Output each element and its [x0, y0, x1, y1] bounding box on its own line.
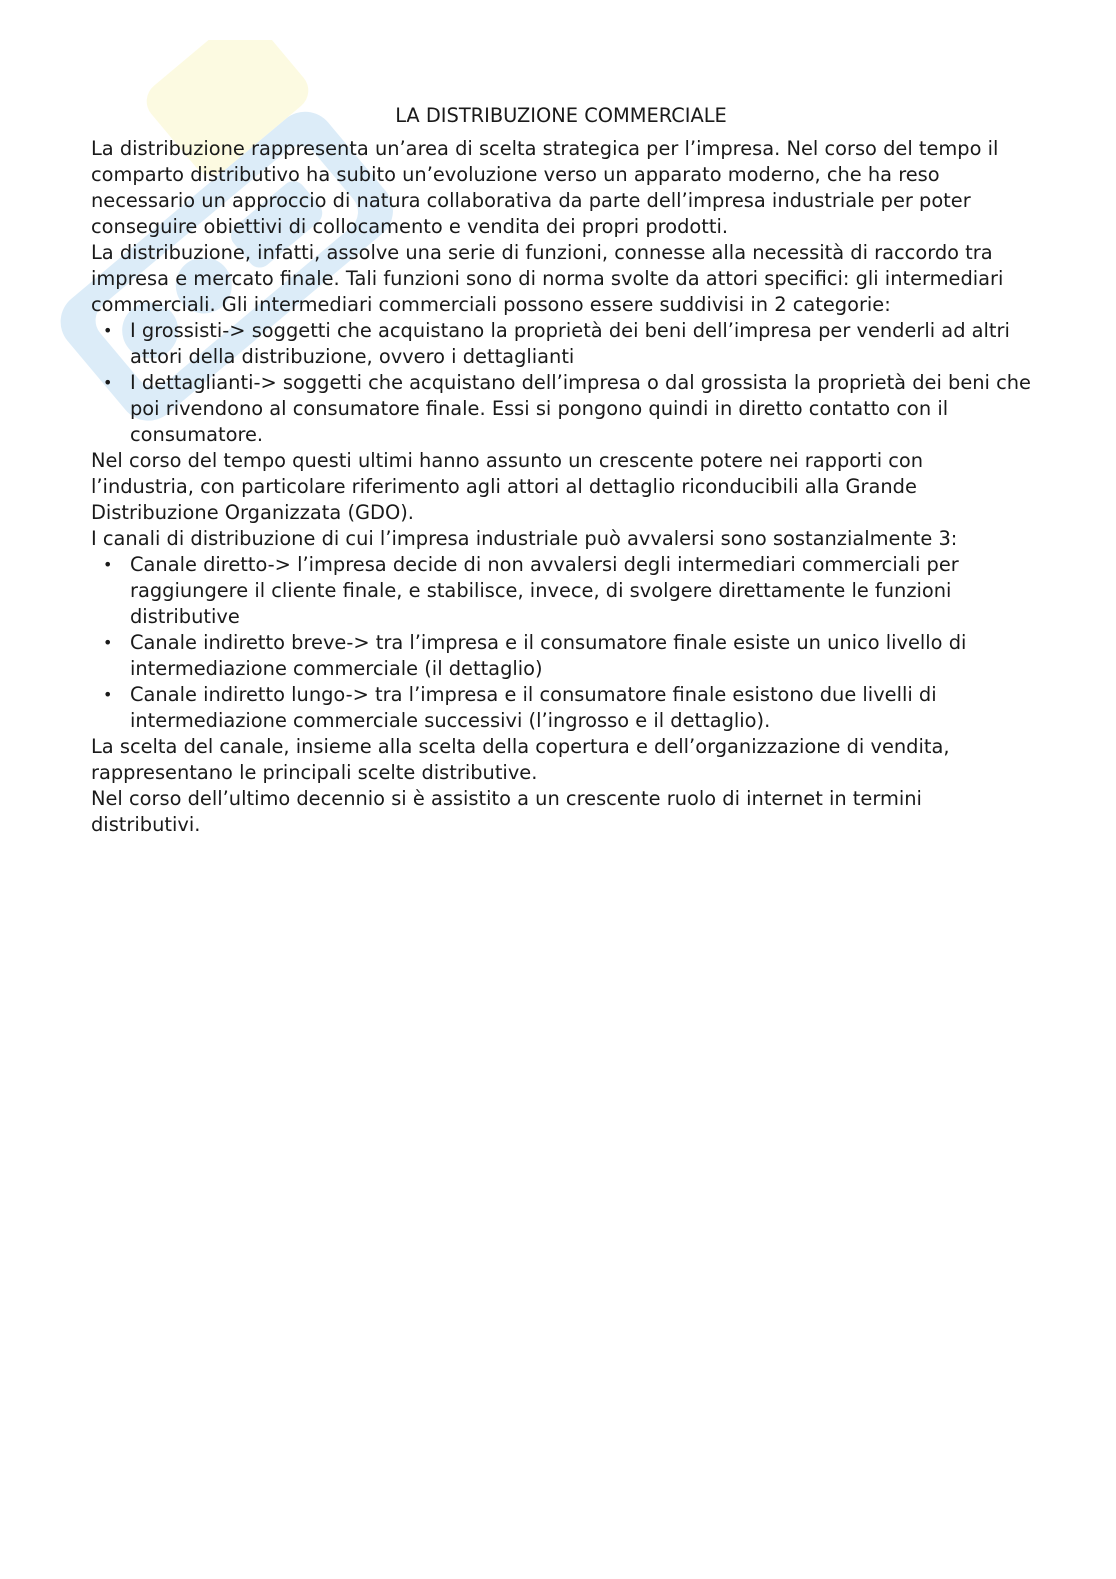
list-item-text: Canale indiretto breve-> tra l’impresa e il consumatore finale esiste un unico livello di intermediazione commerciale (il dettaglio) — [130, 631, 967, 680]
paragraph: La distribuzione, infatti, assolve una serie di funzioni, connesse alla necessità di raccordo tra impresa e mercato finale. Tali funzioni sono di norma svolte da attori specifici: gli intermediari commerciali. Gli intermediari commerciali possono essere suddivisi in 2 categorie: — [91, 241, 1004, 316]
list-item-text: I dettaglianti-> soggetti che acquistano dell’impresa o dal grossista la proprietà dei beni che poi rivendono al consumatore finale. Essi si pongono quindi in diretto contatto con il consumatore. — [130, 371, 1031, 446]
list-item — [91, 318, 1031, 370]
list-item-text: Canale diretto-> l’impresa decide di non avvalersi degli intermediari commerciali per raggiungere il cliente finale, e stabilisce, invece, di svolgere direttamente le funzioni distributive — [130, 553, 959, 628]
list-item-text: Canale indiretto lungo-> tra l’impresa e il consumatore finale esistono due livelli di intermediazione commerciale successivi (l’ingrosso e il dettaglio). — [130, 683, 937, 732]
bullet-list-intermediaries — [91, 318, 1031, 448]
list-item — [91, 552, 1031, 630]
paragraph: Nel corso del tempo questi ultimi hanno assunto un crescente potere nei rapporti con l’industria, con particolare riferimento agli attori al dettaglio riconducibili alla Grande Distribuzione Organizzata (GDO). — [91, 449, 924, 524]
bullet-icon: • — [103, 373, 113, 392]
bullet-list-channels — [91, 552, 1031, 734]
list-item — [91, 370, 1031, 448]
paragraph: Nel corso dell’ultimo decennio si è assistito a un crescente ruolo di internet in termini distributivi. — [91, 787, 922, 836]
bullet-icon: • — [103, 633, 113, 652]
list-item — [91, 630, 1031, 682]
paragraph: La scelta del canale, insieme alla scelta della copertura e dell’organizzazione di vendita, rappresentano le principali scelte distributive. — [91, 735, 950, 784]
document-title: LA DISTRIBUZIONE COMMERCIALE — [395, 104, 727, 127]
bullet-icon: • — [103, 321, 113, 340]
document-page — [91, 102, 1031, 838]
bullet-icon: • — [103, 685, 113, 704]
list-item — [91, 682, 1031, 734]
paragraph: La distribuzione rappresenta un’area di scelta strategica per l’impresa. Nel corso del tempo il comparto distributivo ha subito un’evoluzione verso un apparato moderno, che ha reso necessario un approccio di natura collaborativa da parte dell’impresa industriale per poter conseguire obiettivi di collocamento e vendita dei propri prodotti. — [91, 137, 999, 238]
paragraph: I canali di distribuzione di cui l’impresa industriale può avvalersi sono sostanzialmente 3: — [91, 527, 958, 550]
bullet-icon: • — [103, 555, 113, 574]
list-item-text: I grossisti-> soggetti che acquistano la proprietà dei beni dell’impresa per venderli ad altri attori della distribuzione, ovvero i dettaglianti — [130, 319, 1010, 368]
